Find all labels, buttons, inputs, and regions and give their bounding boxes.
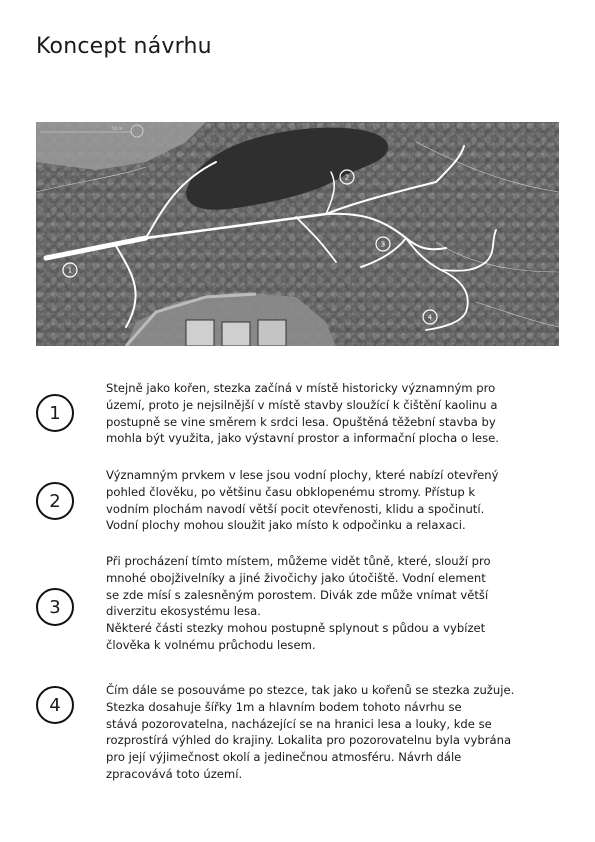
number-badge: 1 <box>36 394 74 432</box>
svg-text:3: 3 <box>380 240 386 249</box>
svg-text:1: 1 <box>67 266 73 275</box>
concept-text: Čím dále se posouváme po stezce, tak jako u kořenů se stezka zužuje. Stezka dosahuje šířky 1m a hlavním bodem tohoto návrhu se stává pozorovatelna, nacházející se na hranici lesa a louky, kde se rozprostírá výhled do krajiny. Lokalita pro pozorovatelnu byla vybrána pro její výjimečnost okolí a jedinečnou atmosféru. Návrh dále zpracovává toto území. <box>106 683 515 781</box>
svg-text:4: 4 <box>427 313 433 322</box>
concept-text: Při procházení tímto místem, můžeme vidět tůně, které, slouží pro mnohé obojživelníky a jiné živočichy jako útočiště. Vodní element se zde mísí s zalesněným porostem. Divák zde může vnímat větší diverzitu ekosystému lesa. Některé části stezky mohou postupně splynout s půdou a vybízet člověka k volnému průchodu lesem. <box>106 554 491 652</box>
scale-label: 50 m <box>112 126 123 131</box>
concept-text: Stejně jako kořen, stezka začíná v místě historicky významným pro území, proto je nejsilnější v místě stavby sloužící k čištění kaolinu a postupně se vine směrem k srdci lesa. Opuštěná těžební stavba by mohla být využita, jako výstavní prostor a informační plocha o lese. <box>106 381 499 446</box>
number-badge: 3 <box>36 588 74 626</box>
number-badge: 2 <box>36 482 74 520</box>
concept-text: Významným prvkem v lese jsou vodní plochy, které nabízí otevřený pohled člověku, po většinu času obklopenému stromy. Přístup k vodním plochám navodí větší pocit otevřenosti, klidu a spočinutí. Vodní plochy mohou sloužit jako místo k odpočinku a relaxaci. <box>106 468 499 533</box>
page-title: Koncept návrhu <box>36 34 212 59</box>
svg-text:2: 2 <box>344 173 350 182</box>
aerial-map <box>36 122 559 346</box>
number-badge: 4 <box>36 686 74 724</box>
aerial-map-svg <box>36 122 559 346</box>
